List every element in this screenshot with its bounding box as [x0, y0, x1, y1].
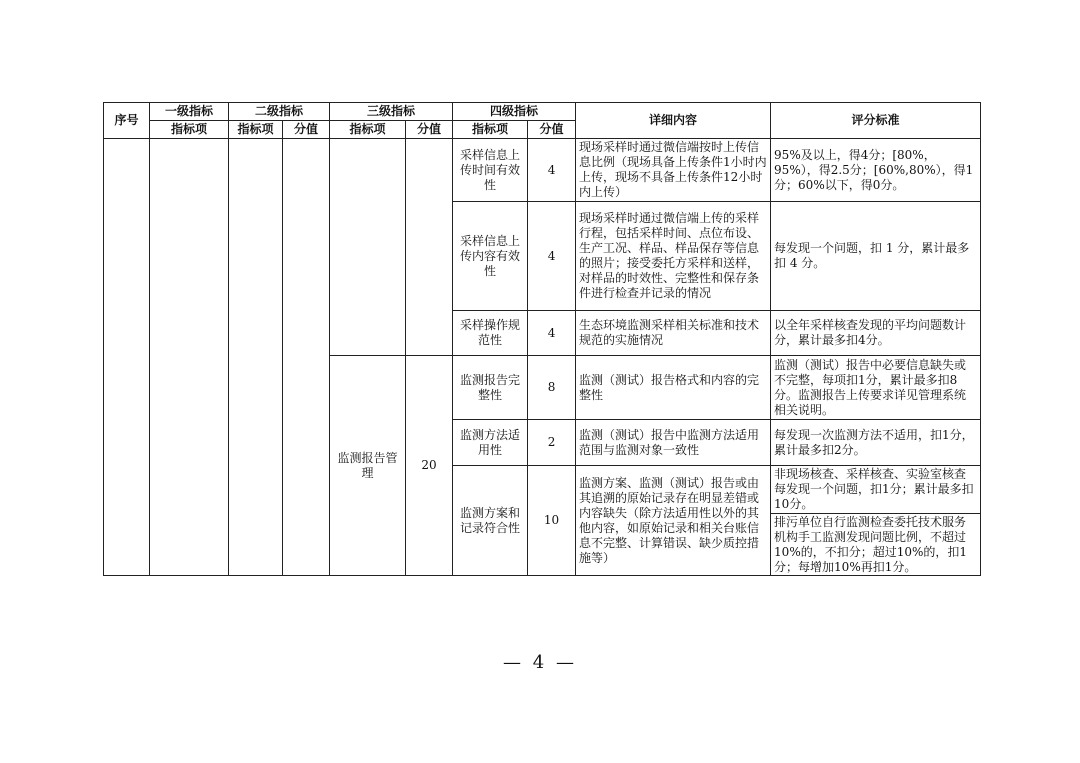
level4-score: 10 — [528, 466, 576, 576]
level4-score: 2 — [528, 420, 576, 466]
header-level2-score: 分值 — [283, 121, 330, 139]
level4-item: 监测方法适用性 — [453, 420, 528, 466]
header-detail: 详细内容 — [576, 103, 771, 139]
level4-score: 8 — [528, 356, 576, 420]
header-level4-score: 分值 — [528, 121, 576, 139]
criteria-cell: 以全年采样核查发现的平均问题数计分，累计最多扣4分。 — [771, 311, 981, 356]
detail-cell: 现场采样时通过微信端上传的采样行程，包括采样时间、点位布设、生产工况、样品、样品保存等信息的照片；接受委托方采样和送样，对样品的时效性、完整性和保存条件进行检查并记录的情况 — [576, 202, 771, 311]
header-level2-item: 指标项 — [229, 121, 283, 139]
header-level3-item: 指标项 — [330, 121, 406, 139]
level3-score-cell — [406, 139, 453, 356]
header-level3-score: 分值 — [406, 121, 453, 139]
header-row-1 — [104, 103, 981, 121]
level3-report-item: 监测报告管理 — [330, 356, 406, 576]
criteria-cell: 监测（测试）报告中必要信息缺失或不完整，每项扣1分，累计最多扣8分。监测报告上传要求详见管理系统相关说明。 — [771, 356, 981, 420]
detail-cell: 监测（测试）报告格式和内容的完整性 — [576, 356, 771, 420]
level4-item: 采样信息上传内容有效性 — [453, 202, 528, 311]
level4-score: 4 — [528, 139, 576, 202]
header-level4-item: 指标项 — [453, 121, 528, 139]
detail-cell: 监测方案、监测（测试）报告或由其追溯的原始记录存在明显差错或内容缺失（除方法适用性以外的其他内容，如原始记录和相关台账信息不完整、计算错误、缺少质控措施等） — [576, 466, 771, 576]
criteria-cell: 95%及以上，得4分；[80%，95%），得2.5分；[60%,80%），得1分；60%以下，得0分。 — [771, 139, 981, 202]
evaluation-table — [103, 102, 981, 576]
detail-cell: 现场采样时通过微信端按时上传信息比例（现场具备上传条件1小时内上传，现场不具备上传条件12小时内上传） — [576, 139, 771, 202]
level3-report-score: 20 — [406, 356, 453, 576]
header-level1: 一级指标 — [150, 103, 229, 121]
header-criteria: 评分标准 — [771, 103, 981, 139]
criteria-cell: 每发现一次监测方法不适用，扣1分，累计最多扣2分。 — [771, 420, 981, 466]
header-level1-item: 指标项 — [150, 121, 229, 139]
header-level3: 三级指标 — [330, 103, 453, 121]
detail-cell: 生态环境监测采样相关标准和技术规范的实施情况 — [576, 311, 771, 356]
level4-item: 采样操作规范性 — [453, 311, 528, 356]
header-level4: 四级指标 — [453, 103, 576, 121]
level4-score: 4 — [528, 311, 576, 356]
level1-cell — [150, 139, 229, 576]
level4-item: 采样信息上传时间有效性 — [453, 139, 528, 202]
seq-cell — [104, 139, 150, 576]
level4-score: 4 — [528, 202, 576, 311]
level2-item-cell — [229, 139, 283, 576]
level2-score-cell — [283, 139, 330, 576]
header-level2: 二级指标 — [229, 103, 330, 121]
criteria-cell: 每发现一个问题，扣 1 分，累计最多扣 4 分。 — [771, 202, 981, 311]
page-number: — 4 — — [503, 652, 577, 673]
table-row — [104, 139, 981, 202]
detail-cell: 监测（测试）报告中监测方法适用范围与监测对象一致性 — [576, 420, 771, 466]
criteria-cell-b: 排污单位自行监测检查委托技术服务机构手工监测发现问题比例，不超过10%的，不扣分；超过10%的，扣1分；每增加10%再扣1分。 — [771, 514, 981, 576]
level4-item: 监测报告完整性 — [453, 356, 528, 420]
level4-item: 监测方案和记录符合性 — [453, 466, 528, 576]
header-seq: 序号 — [104, 103, 150, 139]
level3-item-cell — [330, 139, 406, 356]
criteria-cell-a: 非现场核查、采样核查、实验室核查每发现一个问题，扣1分；累计最多扣10分。 — [771, 466, 981, 514]
